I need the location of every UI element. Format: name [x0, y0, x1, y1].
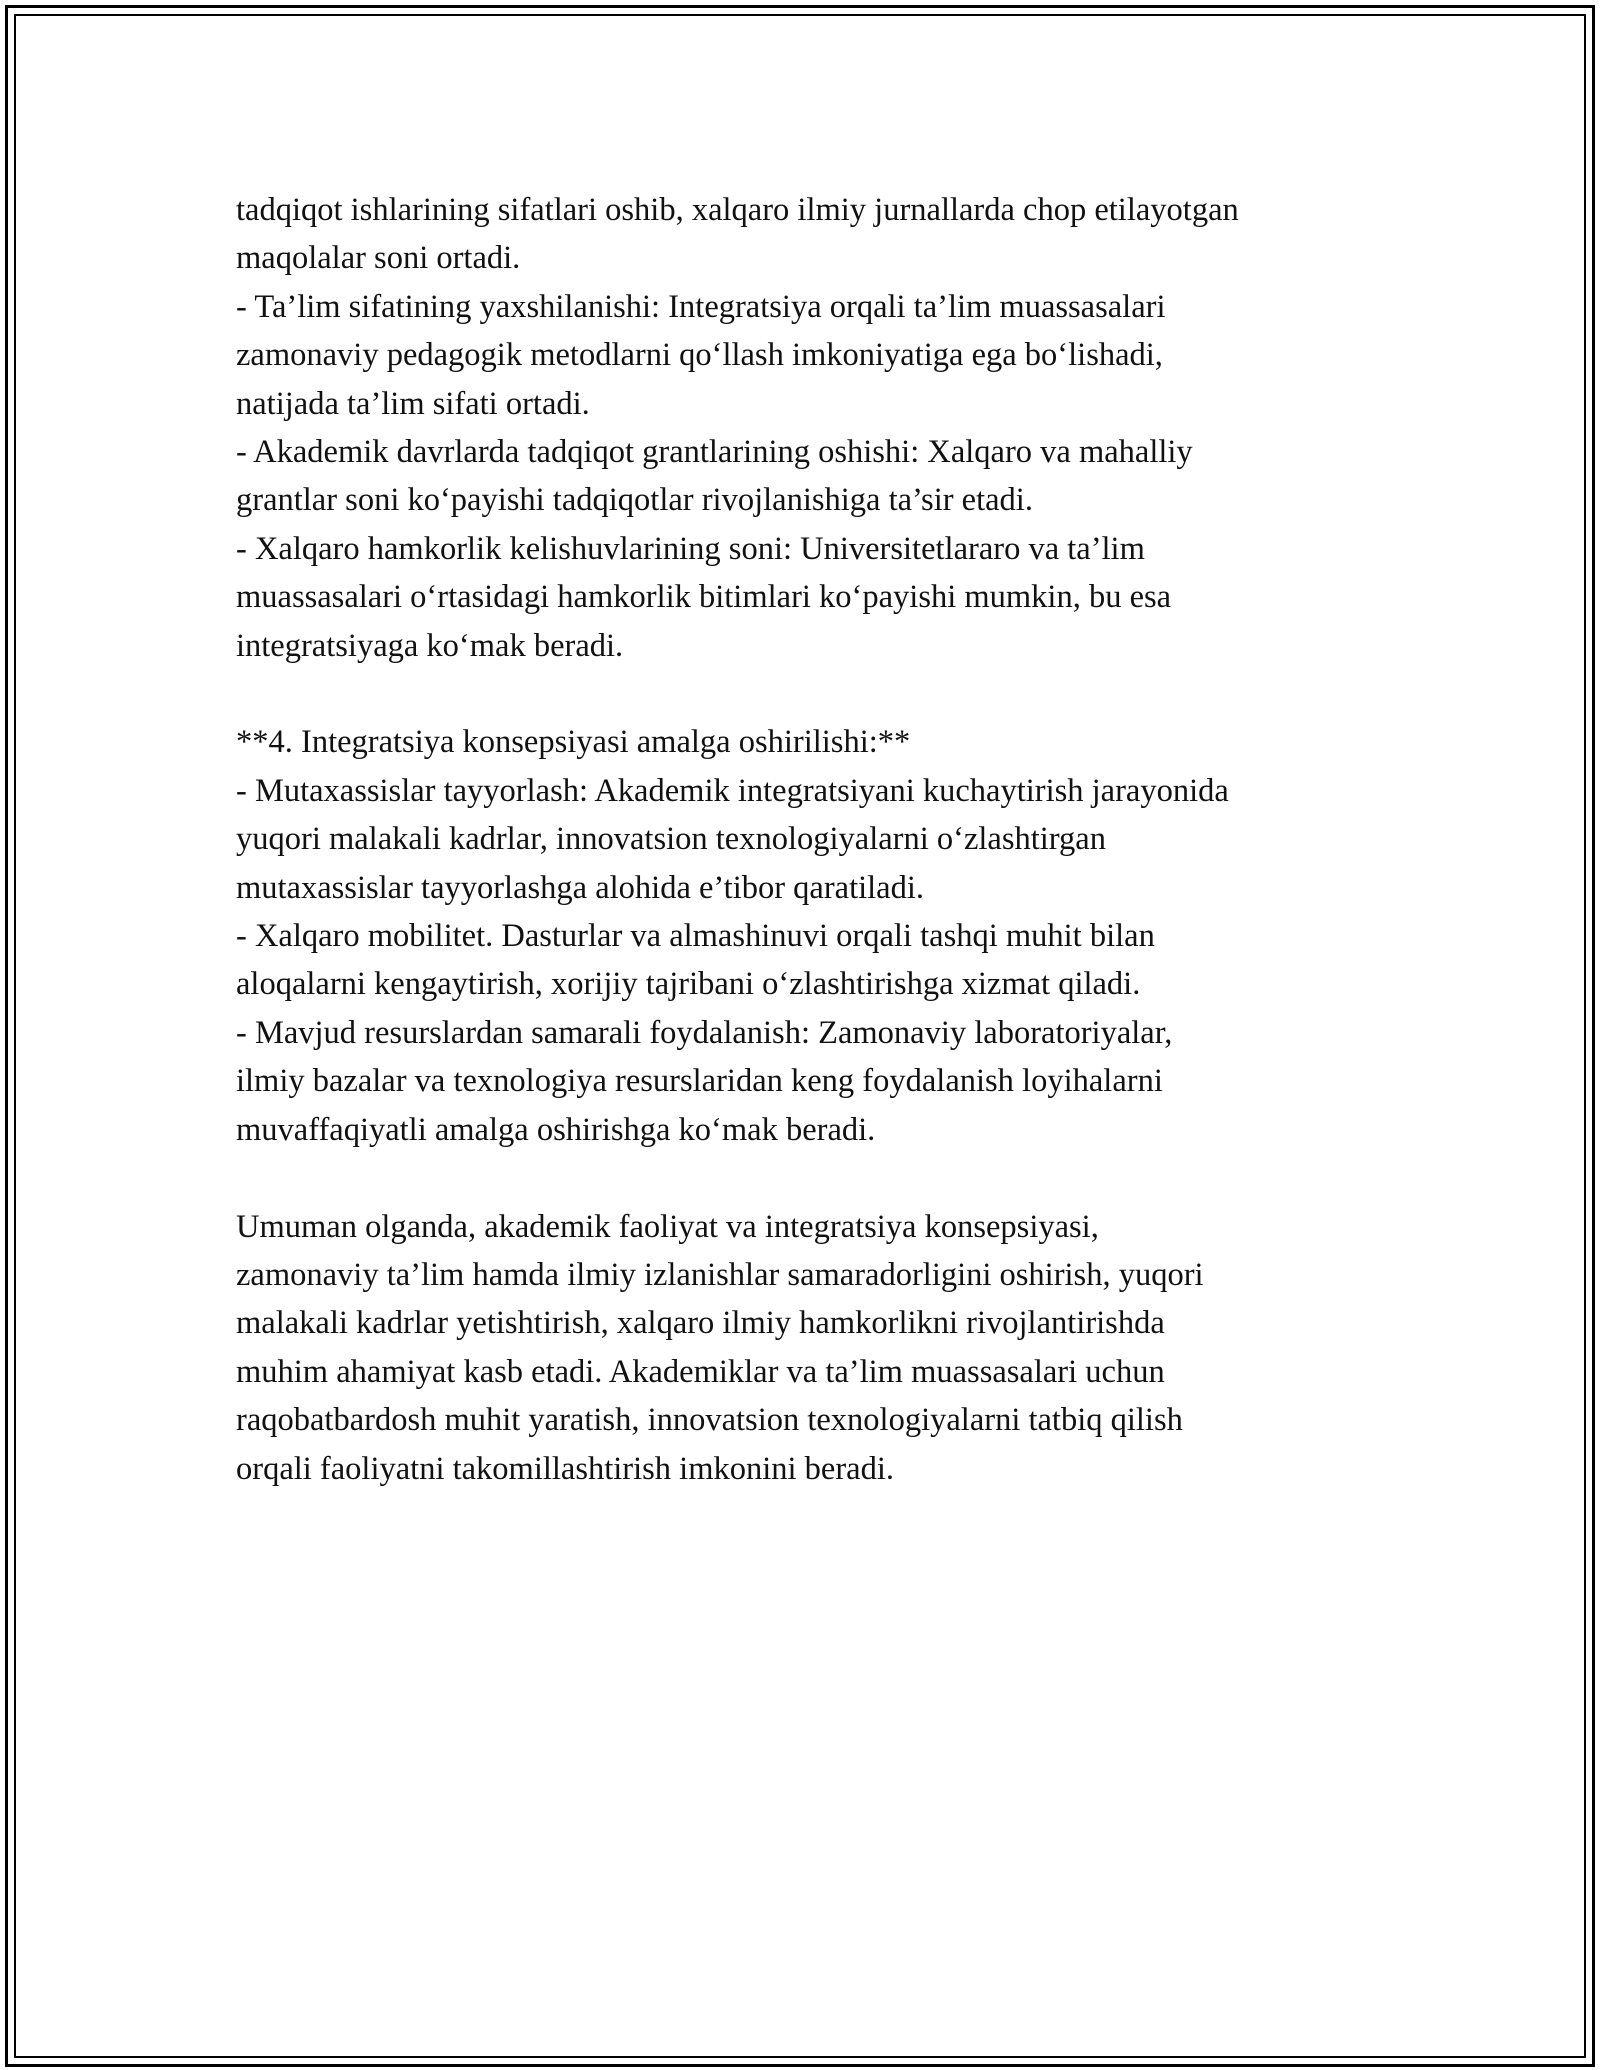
text-line: natijada ta’lim sifati ortadi. — [236, 385, 590, 422]
section-heading: **4. Integratsiya konsepsiyasi amalga oshirilishi:** — [236, 724, 911, 761]
text-line: orqali faoliyatni takomillashtirish imkonini beradi. — [236, 1450, 894, 1487]
text-line: raqobatbardosh muhit yaratish, innovatsion texnologiyalarni tatbiq qilish — [236, 1402, 1183, 1439]
text-line: muassasalari o‘rtasidagi hamkorlik bitimlari ko‘payishi mumkin, bu esa — [236, 579, 1172, 616]
text-line: yuqori malakali kadrlar, innovatsion texnologiyalarni o‘zlashtirgan — [236, 821, 1106, 858]
text-line: zamonaviy ta’lim hamda ilmiy izlanishlar samaradorligini oshirish, yuqori — [236, 1256, 1204, 1293]
paragraph-implementation — [236, 718, 1396, 1154]
text-line: mutaxassislar tayyorlashga alohida e’tibor qaratiladi. — [236, 869, 925, 906]
paragraph-gap — [236, 1154, 1396, 1202]
paragraph-benefits-continued — [236, 186, 1396, 670]
list-item-mobilitet: - Xalqaro mobilitet. Dasturlar va almashinuvi orqali tashqi muhit bilan — [236, 918, 1155, 955]
list-item-talim-sifati: - Ta’lim sifatining yaxshilanishi: Integratsiya orqali ta’lim muassasalari — [236, 288, 1166, 325]
text-line: zamonaviy pedagogik metodlarni qo‘llash imkoniyatiga ega bo‘lishadi, — [236, 337, 1163, 374]
list-item-hamkorlik: - Xalqaro hamkorlik kelishuvlarining soni: Universitetlararo va ta’lim — [236, 530, 1145, 567]
text-line: muvaffaqiyatli amalga oshirishga ko‘mak beradi. — [236, 1111, 876, 1148]
paragraph-gap — [236, 670, 1396, 718]
text-line: muhim ahamiyat kasb etadi. Akademiklar va ta’lim muassasalari uchun — [236, 1353, 1165, 1390]
text-line: grantlar soni ko‘payishi tadqiqotlar rivojlanishiga ta’sir etadi. — [236, 482, 1033, 519]
text-line: integratsiyaga ko‘mak beradi. — [236, 627, 624, 664]
list-item-mutaxassislar: - Mutaxassislar tayyorlash: Akademik integratsiyani kuchaytirish jarayonida — [236, 772, 1229, 809]
text-line: ilmiy bazalar va texnologiya resurslaridan keng foydalanish loyihalarni — [236, 1063, 1163, 1100]
list-item-resurslar: - Mavjud resurslardan samarali foydalanish: Zamonaviy laboratoriyalar, — [236, 1014, 1173, 1051]
text-line: maqolalar soni ortadi. — [236, 240, 521, 277]
text-line: Umuman olganda, akademik faoliyat va integratsiya konsepsiyasi, — [236, 1208, 1099, 1245]
list-item-grantlar: - Akademik davrlarda tadqiqot grantlarining oshishi: Xalqaro va mahalliy — [236, 434, 1193, 471]
text-line: tadqiqot ishlarining sifatlari oshib, xalqaro ilmiy jurnallarda chop etilayotgan — [236, 192, 1239, 228]
paragraph-conclusion — [236, 1203, 1396, 1493]
text-line: malakali kadrlar yetishtirish, xalqaro ilmiy hamkorlikni rivojlantirishda — [236, 1305, 1165, 1342]
text-line: aloqalarni kengaytirish, xorijiy tajribani o‘zlashtirishga xizmat qiladi. — [236, 966, 1141, 1003]
document-body — [236, 186, 1396, 1493]
